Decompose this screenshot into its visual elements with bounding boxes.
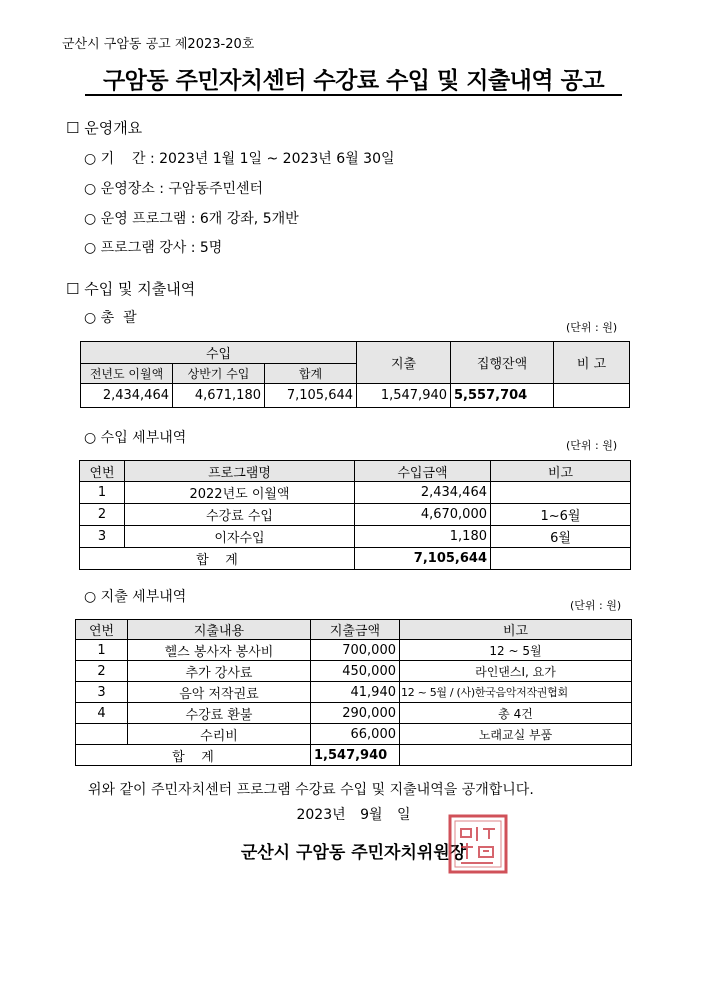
income-row-note bbox=[491, 482, 631, 504]
expense-row-content: 수리비 bbox=[128, 724, 311, 745]
expense-row-content: 헬스 봉사자 봉사비 bbox=[128, 640, 311, 661]
expense-row-no: 1 bbox=[76, 640, 128, 661]
income-row-note: 6월 bbox=[491, 526, 631, 548]
expense-row-content: 수강료 환불 bbox=[128, 703, 311, 724]
expense-total-label: 합 계 bbox=[76, 745, 311, 766]
expense-row bbox=[76, 724, 632, 745]
income-row-amount: 2,434,464 bbox=[355, 482, 491, 504]
expense-header-note: 비고 bbox=[400, 620, 632, 640]
expense-row-amount: 41,940 bbox=[311, 682, 400, 703]
income-header-program: 프로그램명 bbox=[125, 461, 355, 482]
expense-row-no: 2 bbox=[76, 661, 128, 682]
income-table bbox=[79, 460, 631, 570]
expense-row-amount: 450,000 bbox=[311, 661, 400, 682]
expense-total-note bbox=[400, 745, 632, 766]
income-header-no: 연번 bbox=[80, 461, 125, 482]
income-header-note: 비고 bbox=[491, 461, 631, 482]
income-total-amount: 7,105,644 bbox=[355, 548, 491, 570]
expense-row bbox=[76, 640, 632, 661]
summary-note bbox=[554, 384, 630, 408]
expense-row-note: 총 4건 bbox=[400, 703, 632, 724]
summary-balance: 5,557,704 bbox=[451, 384, 554, 408]
summary-header-balance: 집행잔액 bbox=[451, 342, 554, 384]
expense-row-no: 3 bbox=[76, 682, 128, 703]
summary-unit: (단위 : 원) bbox=[566, 321, 618, 334]
expense-row-no bbox=[76, 724, 128, 745]
overview-item-venue: ○ 운영장소 : 구암동주민센터 bbox=[84, 181, 264, 197]
expense-row-content: 음악 저작권료 bbox=[128, 682, 311, 703]
income-row-no: 2 bbox=[80, 504, 125, 526]
official-seal-icon bbox=[447, 813, 509, 875]
finance-heading: ☐ 수입 및 지출내역 bbox=[66, 280, 196, 298]
expense-row-no: 4 bbox=[76, 703, 128, 724]
overview-item-programs: ○ 운영 프로그램 : 6개 강좌, 5개반 bbox=[84, 211, 299, 227]
income-total-note bbox=[491, 548, 631, 570]
income-row-note: 1~6월 bbox=[491, 504, 631, 526]
expense-row-note: 12 ~ 5월 / (사)한국음악저작권협회 bbox=[400, 682, 632, 703]
expense-row-note: 노래교실 부품 bbox=[400, 724, 632, 745]
income-row-program: 수강료 수입 bbox=[125, 504, 355, 526]
summary-label: ○ 총 괄 bbox=[84, 310, 137, 326]
expense-header-amount: 지출금액 bbox=[311, 620, 400, 640]
summary-header-income: 수입 bbox=[81, 342, 357, 364]
expense-row-note: 라인댄스Ⅰ, 요가 bbox=[400, 661, 632, 682]
income-row bbox=[80, 526, 631, 548]
expense-detail-unit: (단위 : 원) bbox=[570, 599, 622, 612]
overview-heading: ☐ 운영개요 bbox=[66, 119, 143, 137]
summary-header-h1-income: 상반기 수입 bbox=[173, 364, 265, 384]
expense-row-content: 추가 강사료 bbox=[128, 661, 311, 682]
summary-header-total: 합계 bbox=[265, 364, 357, 384]
income-header-amount: 수입금액 bbox=[355, 461, 491, 482]
disclosure-statement: 위와 같이 주민자치센터 프로그램 수강료 수입 및 지출내역을 공개합니다. bbox=[88, 782, 534, 798]
income-detail-unit: (단위 : 원) bbox=[566, 439, 618, 452]
summary-table bbox=[80, 341, 630, 408]
summary-header-prev-balance: 전년도 이월액 bbox=[81, 364, 173, 384]
expense-total-amount: 1,547,940 bbox=[311, 745, 400, 766]
income-row-no: 1 bbox=[80, 482, 125, 504]
expense-row bbox=[76, 661, 632, 682]
income-row-program: 이자수입 bbox=[125, 526, 355, 548]
page-title: 구암동 주민자치센터 수강료 수입 및 지출내역 공고 bbox=[102, 68, 605, 94]
summary-total: 7,105,644 bbox=[265, 384, 357, 408]
income-row-no: 3 bbox=[80, 526, 125, 548]
income-row-amount: 1,180 bbox=[355, 526, 491, 548]
expense-table bbox=[75, 619, 632, 766]
summary-header-note: 비 고 bbox=[554, 342, 630, 384]
income-row bbox=[80, 504, 631, 526]
summary-expense: 1,547,940 bbox=[357, 384, 451, 408]
title-underline bbox=[85, 94, 622, 96]
summary-prev-balance: 2,434,464 bbox=[81, 384, 173, 408]
expense-row-note: 12 ~ 5월 bbox=[400, 640, 632, 661]
summary-h1-income: 4,671,180 bbox=[173, 384, 265, 408]
income-total-label: 합 계 bbox=[80, 548, 355, 570]
income-detail-label: ○ 수입 세부내역 bbox=[84, 430, 187, 446]
expense-header-no: 연번 bbox=[76, 620, 128, 640]
expense-row bbox=[76, 682, 632, 703]
income-row bbox=[80, 482, 631, 504]
expense-row-amount: 66,000 bbox=[311, 724, 400, 745]
overview-item-period: ○ 기 간 : 2023년 1월 1일 ~ 2023년 6월 30일 bbox=[84, 151, 395, 167]
income-row-amount: 4,670,000 bbox=[355, 504, 491, 526]
notice-number: 군산시 구암동 공고 제2023-20호 bbox=[62, 37, 255, 52]
overview-item-instructors: ○ 프로그램 강사 : 5명 bbox=[84, 240, 223, 256]
summary-header-expense: 지출 bbox=[357, 342, 451, 384]
expense-header-content: 지출내용 bbox=[128, 620, 311, 640]
expense-detail-label: ○ 지출 세부내역 bbox=[84, 589, 187, 605]
income-row-program: 2022년도 이월액 bbox=[125, 482, 355, 504]
signer-name: 군산시 구암동 주민자치위원장 bbox=[240, 843, 467, 863]
expense-row-amount: 290,000 bbox=[311, 703, 400, 724]
expense-row-amount: 700,000 bbox=[311, 640, 400, 661]
expense-row bbox=[76, 703, 632, 724]
notice-date: 2023년 9월 일 bbox=[296, 807, 411, 823]
